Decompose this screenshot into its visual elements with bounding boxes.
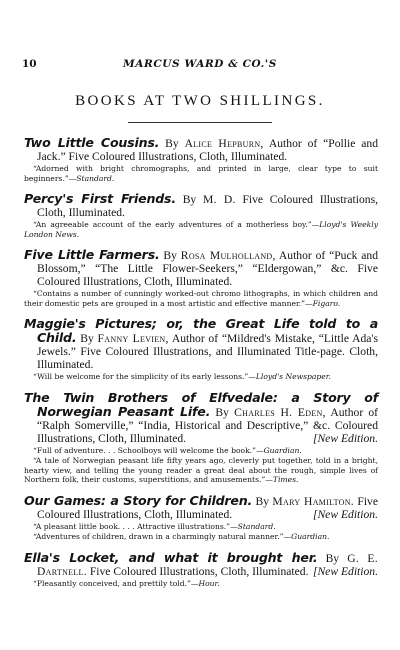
author-prefix: By bbox=[325, 551, 340, 565]
review-quote bbox=[24, 579, 378, 589]
edition-note: [New Edition. bbox=[312, 431, 378, 445]
book-details: Five Coloured Illustrations, Cloth, Illuminated. bbox=[37, 494, 379, 521]
book-author: Mary Hamilton. bbox=[272, 494, 355, 508]
book-details: Author of “Ralph Somerville,” “India, Historical and Descriptive,” &c. Coloured Illustrations, Cloth, Illuminated. bbox=[37, 405, 379, 445]
section-title: BOOKS AT TWO SHILLINGS. bbox=[75, 93, 325, 109]
section-rule bbox=[128, 122, 272, 123]
book-title: Percy's First Friends. bbox=[24, 191, 176, 206]
book-title: Ella's Locket, and what it brought her. bbox=[24, 549, 318, 565]
author-prefix: By bbox=[182, 193, 197, 206]
book-description bbox=[24, 192, 378, 219]
book-author: Alice Hepburn, bbox=[184, 137, 264, 150]
book-author: Rosa Mulholland, bbox=[180, 249, 276, 262]
review-source: Standard. bbox=[237, 521, 276, 531]
review-text: “Contains a number of cunningly worked-out chromo lithographs, in which children and their domestic pets are grouped in a most artistic and effective manner.”— bbox=[24, 289, 378, 308]
book-entry bbox=[24, 192, 378, 239]
book-description bbox=[24, 248, 378, 288]
review-quote bbox=[24, 372, 378, 382]
book-entry bbox=[24, 494, 378, 542]
book-entry bbox=[24, 551, 378, 589]
review-quote bbox=[24, 164, 378, 183]
review-quote bbox=[24, 289, 378, 308]
author-prefix: By bbox=[80, 332, 94, 345]
book-title: Our Games: a Story for Children. bbox=[24, 492, 253, 508]
page-number: 10 bbox=[22, 58, 37, 70]
book-details: Author of “Puck and Blossom,” “The Little Flower-Seekers,” “Eldergowan,” &c. Five Coloured Illustrations, Cloth, Illuminated. bbox=[37, 249, 378, 288]
edition-note: [New Edition. bbox=[312, 507, 378, 521]
review-source: Lloyd's Newspaper. bbox=[255, 372, 331, 381]
book-title: Five Little Farmers. bbox=[24, 247, 160, 262]
review-text: “Adorned with bright chromographs, and printed in large, clear type to suit beginners.”— bbox=[24, 164, 378, 183]
book-title: Two Little Cousins. bbox=[24, 135, 160, 150]
book-author: M. D. bbox=[202, 193, 236, 206]
review-quote bbox=[24, 220, 378, 239]
book-entry bbox=[24, 317, 378, 382]
edition-note: [New Edition. bbox=[312, 564, 378, 578]
book-description bbox=[24, 551, 378, 578]
review-text: “An agreeable account of the early adventures of a motherless boy.”— bbox=[33, 220, 320, 229]
running-head bbox=[22, 58, 378, 72]
review-text: “A pleasant little book. . . . Attractive illustrations.”— bbox=[33, 521, 238, 531]
author-prefix: By bbox=[215, 405, 229, 419]
review-quote bbox=[24, 532, 378, 542]
review-quote bbox=[24, 446, 378, 456]
review-quote bbox=[24, 456, 378, 485]
review-source: Guardian. bbox=[263, 445, 302, 455]
book-details: Five Coloured Illustrations, Cloth, Illuminated. bbox=[37, 193, 378, 219]
review-source: Standard. bbox=[76, 173, 115, 183]
book-description bbox=[24, 136, 378, 163]
book-author: Charles H. Eden, bbox=[234, 405, 326, 419]
book-entry bbox=[24, 136, 378, 183]
author-prefix: By bbox=[165, 137, 179, 150]
review-text: “Adventures of children, drawn in a charmingly natural manner.”— bbox=[33, 532, 292, 541]
book-details: Author of “Mildred's Mistake, “Little Ada's Jewels.” Five Coloured Illustrations, and Illuminated Title-page. Cloth, Illuminated. bbox=[37, 332, 378, 371]
review-source: Hour. bbox=[198, 578, 220, 588]
book-description bbox=[24, 391, 378, 445]
review-source: Figaro. bbox=[312, 298, 341, 308]
book-list bbox=[24, 136, 378, 597]
review-source: Lloyd's Weekly London News. bbox=[24, 220, 378, 239]
book-description bbox=[24, 317, 378, 371]
book-entry bbox=[24, 248, 378, 308]
review-text: “A tale of Norwegian peasant life fifty years ago, cleverly put together, told in a bright, hearty view, and telling the young reader a great deal about the rough, simple lives of Northern folk, their customs, superstitions, and amusements.”— bbox=[24, 456, 378, 484]
review-source: Guardian. bbox=[291, 532, 330, 541]
book-author: Fanny Levien, bbox=[97, 332, 169, 345]
review-quote bbox=[24, 522, 378, 532]
review-text: “Pleasantly conceived, and prettily told.”— bbox=[33, 578, 199, 588]
publisher-heading: MARCUS WARD & CO.'S bbox=[123, 58, 277, 70]
book-details: Five Coloured Illustrations, Cloth, Illuminated. bbox=[89, 564, 309, 578]
author-prefix: By bbox=[255, 494, 270, 508]
review-text: “Full of adventure. . . Schoolboys will welcome the book.”— bbox=[33, 445, 264, 455]
book-details: Author of “Pollie and Jack.” Five Coloured Illustrations, Cloth, Illuminated. bbox=[37, 137, 378, 163]
book-description bbox=[24, 494, 378, 521]
book-title: The Twin Brothers of Elfvedale: a Story of Norwegian Peasant Life. bbox=[24, 389, 378, 419]
book-entry bbox=[24, 391, 378, 485]
review-text: “Will be welcome for the simplicity of its early lessons.”— bbox=[33, 372, 256, 381]
book-author: G. E. Dartnell. bbox=[37, 551, 379, 578]
review-source: Times. bbox=[272, 475, 299, 484]
author-prefix: By bbox=[163, 249, 177, 262]
book-title: Maggie's Pictures; or, the Great Life told to a Child. bbox=[24, 316, 378, 345]
